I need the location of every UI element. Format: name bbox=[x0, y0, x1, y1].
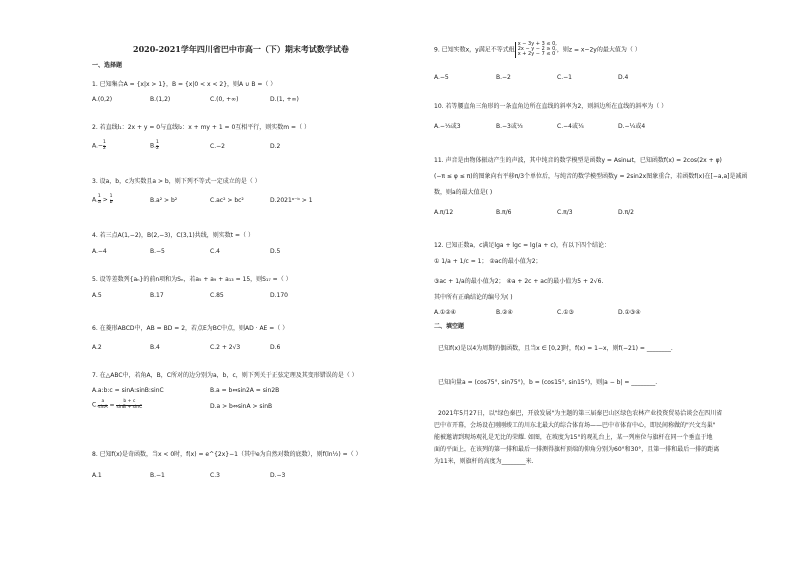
q1-option-d: D.(1, +∞) bbox=[270, 96, 299, 103]
q9-stem bbox=[434, 42, 641, 58]
q1-option-b: B.(1,2) bbox=[150, 96, 171, 103]
q9-option-c: C.−1 bbox=[557, 74, 572, 81]
q3-a-mid: > bbox=[100, 196, 110, 204]
page-title: 2020-2021学年四川省巴中市高一（下）期末考试数学试卷 bbox=[133, 44, 349, 54]
q6-option-a: A.2 bbox=[92, 344, 102, 351]
q6-option-c: C.2 + 2√3 bbox=[210, 344, 241, 351]
q14-stem: 已知向量a = (cos75°, sin75°)，b = (cos15°, sin15°)，则|a − b| = ________. bbox=[438, 379, 658, 386]
q1-option-a: A.(0,2) bbox=[92, 96, 113, 103]
q2-option-a-fraction bbox=[103, 141, 106, 151]
right-column bbox=[434, 0, 764, 562]
q7-option-c-label: C. bbox=[92, 401, 99, 409]
q9-option-a: A.−5 bbox=[434, 74, 449, 81]
q9-ineq-3: x + 2y − 7 ≤ 0 bbox=[517, 51, 556, 58]
q7-c-num1: a bbox=[98, 400, 108, 406]
q6-stem: 6. 在菱形ABCD中，AB = BD = 2，若点E为BC中点，则AD · AE =（ ） bbox=[92, 325, 289, 332]
q4-option-c: C.4 bbox=[210, 248, 220, 255]
q3-option-d: D.2021ᵃ⁻ᵇ > 1 bbox=[270, 197, 313, 204]
q8-stem: 8. 已知f(x)是奇函数，当x < 0时，f(x) = e^{2x}−1（其中e为自然对数的底数），则f(ln½) =（ ） bbox=[92, 451, 362, 458]
q3-option-a bbox=[92, 195, 113, 205]
q13-stem: 已知f(x)是以4为周期的偶函数，且当x ∈ [0,2]时，f(x) = 1−x，则f(−21) = ________. bbox=[438, 345, 673, 352]
q3-a-right-den: b bbox=[109, 199, 113, 205]
q9-ineq-2: 2x − y − 2 ≥ 0, bbox=[517, 46, 557, 53]
q7-option-d: D.a > b⇔sinA > sinB bbox=[210, 403, 273, 410]
q12-option-c: C.①③ bbox=[557, 309, 574, 316]
q7-c-fraction1 bbox=[98, 400, 108, 410]
q9-system bbox=[515, 42, 557, 58]
q12-conclusions-1-2: ① 1/a + 1/c = 1； ②ac的最小值为2； bbox=[434, 258, 542, 265]
q11-line3: 数，则a的最大值是( ) bbox=[434, 189, 493, 196]
q3-a-right-num: 1 bbox=[109, 194, 113, 199]
q7-option-c bbox=[92, 400, 142, 410]
q7-c-den2: sinB + sinC bbox=[116, 404, 143, 410]
q2-option-a bbox=[92, 141, 106, 151]
q2-a-den: 2 bbox=[102, 145, 106, 151]
q5-option-b: B.17 bbox=[150, 292, 164, 299]
q2-b-num: 1 bbox=[156, 140, 159, 145]
q8-option-b: B.−1 bbox=[150, 472, 165, 479]
q3-a-right-fraction bbox=[110, 195, 113, 205]
q10-stem: 10. 若等腰直角三角形的一条直角边所在直线的斜率为2，则斜边所在直线的斜率为（ ） bbox=[434, 103, 668, 110]
q8-option-d: D.−3 bbox=[270, 472, 286, 479]
q10-option-a: A.−⅓或3 bbox=[434, 123, 461, 130]
q2-option-d: D.2 bbox=[270, 143, 281, 150]
q12-conclusions-3-4: ③ac + 1/a的最小值为2； ④a + 2c + ac的最小值为5 + 2√6. bbox=[434, 278, 604, 285]
q6-option-b: B.4 bbox=[150, 344, 160, 351]
q7-c-eq: = bbox=[107, 401, 117, 409]
q4-option-a: A.−4 bbox=[92, 248, 107, 255]
q2-option-c: C.−2 bbox=[210, 143, 225, 150]
q7-c-num2: b + c bbox=[116, 400, 142, 406]
q8-option-a: A.1 bbox=[92, 472, 102, 479]
q12-option-b: B.②④ bbox=[496, 309, 513, 316]
left-column bbox=[88, 0, 406, 562]
q8-option-c: C.3 bbox=[210, 472, 220, 479]
q10-option-d: D.−¼或4 bbox=[618, 123, 646, 130]
q15-line5: 为11米，则旗杆的高度为________米. bbox=[434, 458, 534, 465]
q11-option-b: B.π/6 bbox=[496, 209, 512, 216]
q2-option-b-fraction bbox=[156, 141, 159, 151]
q4-stem: 4. 若三点A(1,−2)，B(2,−3)，C(3,1)共线，则实数t =（ ） bbox=[92, 232, 254, 239]
q3-option-b: B.a² > b² bbox=[150, 197, 178, 204]
q10-option-b: B.−3或⅓ bbox=[496, 123, 523, 130]
q2-option-a-label: A. bbox=[92, 142, 98, 150]
q5-stem: 5. 设等差数列{aₙ}的前n项和为Sₙ，若a₅ + a₉ + a₁₃ = 15，则S₁₇ =（ ） bbox=[92, 276, 292, 283]
q9-option-b: B.−2 bbox=[496, 74, 511, 81]
section-choice-heading: 一、选择题 bbox=[92, 62, 123, 69]
q11-option-a: A.π/12 bbox=[434, 209, 454, 216]
section-fill-heading: 二、填空题 bbox=[434, 323, 465, 330]
q2-stem: 2. 若直线l₁：2x + y = 0与直线l₂：x + my + 1 = 0互相平行，则实数m =（ ） bbox=[92, 124, 310, 131]
q5-option-c: C.85 bbox=[210, 292, 224, 299]
q1-stem: 1. 已知集合A = {x|x > 1}，B = {x|0 < x < 2}，则A ∪ B =（ ） bbox=[92, 81, 277, 88]
q3-a-left-num: 1 bbox=[97, 194, 101, 199]
q12-option-a: A.①②④ bbox=[434, 309, 457, 316]
q3-option-a-label: A. bbox=[92, 196, 98, 204]
q2-b-den: 2 bbox=[156, 145, 159, 151]
q15-line4: 面的平面上，在该列的第一排和最后一排测得旗杆顶端的仰角分别为60°和30°，且第一排和最后一排的距离 bbox=[434, 446, 720, 453]
q3-option-c: C.ac² > bc² bbox=[210, 197, 244, 204]
q11-option-d: D.π/2 bbox=[618, 209, 634, 216]
q7-option-b: B.a = b⇔sin2A = sin2B bbox=[210, 387, 280, 394]
q5-option-a: A.5 bbox=[92, 292, 102, 299]
q4-option-d: D.5 bbox=[270, 248, 281, 255]
q7-stem: 7. 在△ABC中，若角A，B，C所对的边分别为a，b，c，则下列关于正弦定理及其变形错误的是（ ） bbox=[92, 372, 358, 379]
q9-ineq-1: x − 3y + 3 ≤ 0, bbox=[517, 41, 557, 47]
q15-line2: 巴中市开幕，会场设在刚刚竣工的川东北最大的综合体育场——巴中市体育中心，即民间称做的"兴文鸟巢" bbox=[434, 422, 716, 429]
q2-option-b bbox=[150, 141, 159, 151]
q7-c-den1: sinA bbox=[98, 404, 108, 410]
q10-option-c: C.−4或¼ bbox=[557, 123, 584, 130]
q2-option-b-label: B. bbox=[150, 142, 157, 150]
q7-c-fraction2 bbox=[116, 400, 142, 410]
q2-option-a-sign: − bbox=[97, 142, 103, 150]
q6-option-d: D.6 bbox=[270, 344, 281, 351]
q9-option-d: D.4 bbox=[618, 74, 629, 81]
q11-option-c: C.π/3 bbox=[557, 209, 573, 216]
q11-line2: (−π ≤ φ ≤ π)的图象向右平移π/3个单位后，与纯音的数学模型函数y = 2sin2x图象重合，若函数f(x)在[−a,a]是减函 bbox=[434, 173, 748, 180]
q12-stem: 12. 已知正数a，c满足lga + lgc = lg(a + c)，有以下四个结论： bbox=[434, 242, 611, 249]
q12-prompt: 其中所有正确结论的编号为( ) bbox=[434, 294, 513, 301]
q2-a-num: 1 bbox=[102, 140, 106, 145]
q5-option-d: D.170 bbox=[270, 292, 288, 299]
q4-option-b: B.−5 bbox=[150, 248, 165, 255]
q15-line3: 能被邀请到现场观礼是无比的荣耀. 如图，在坡度为15°的观礼台上，某一列座位与旗杆在同一个垂直于地 bbox=[434, 434, 713, 441]
q1-option-c: C.(0, +∞) bbox=[210, 96, 239, 103]
q12-option-d: D.①③④ bbox=[618, 309, 641, 316]
q11-line1: 11. 声音是由物体振动产生的声波，其中纯音的数学模型是函数y = Asinωt，已知函数f(x) = 2cos(2x + φ) bbox=[434, 157, 722, 164]
q3-a-left-den: a bbox=[97, 199, 101, 205]
q9-stem-post: ，则z = x−2y的最大值为（ ） bbox=[556, 46, 641, 54]
q7-option-a: A.a:b:c = sinA:sinB:sinC bbox=[92, 387, 164, 394]
q9-stem-pre: 9. 已知实数x，y满足不等式组 bbox=[434, 46, 515, 54]
q15-line1: 2021年5月27日，以"绿色秦巴，开放发展"为主题的第三届秦巴山区绿色农林产业投资贸易洽谈会在四川省 bbox=[438, 410, 723, 417]
q3-stem: 3. 设a，b，c为实数且a > b，则下列不等式一定成立的是（ ） bbox=[92, 178, 261, 185]
